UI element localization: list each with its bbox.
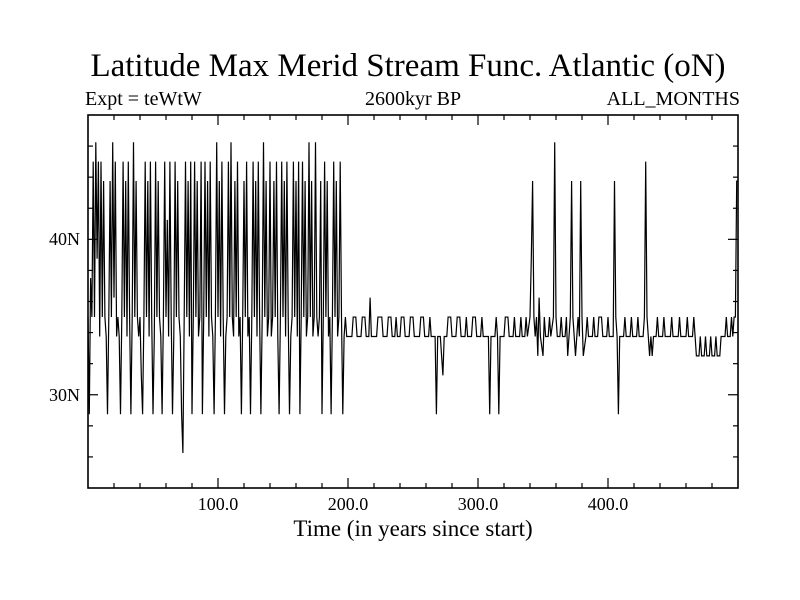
time-bp-label: 2600kyr BP: [364, 88, 462, 110]
months-label: ALL_MONTHS: [606, 88, 740, 110]
experiment-label: Expt = teWtW: [85, 88, 202, 110]
x-tick-label: 400.0: [587, 494, 629, 514]
y-tick-label: 40N: [49, 229, 80, 250]
chart-title: Latitude Max Merid Stream Func. Atlantic (oN): [90, 48, 726, 84]
x-axis-title: Time (in years since start): [293, 516, 533, 541]
x-tick-label: 300.0: [457, 494, 499, 514]
data-series-line: [88, 142, 738, 453]
x-tick-label: 200.0: [327, 494, 369, 514]
y-tick-label: 30N: [49, 384, 80, 405]
x-tick-label: 100.0: [197, 494, 239, 514]
